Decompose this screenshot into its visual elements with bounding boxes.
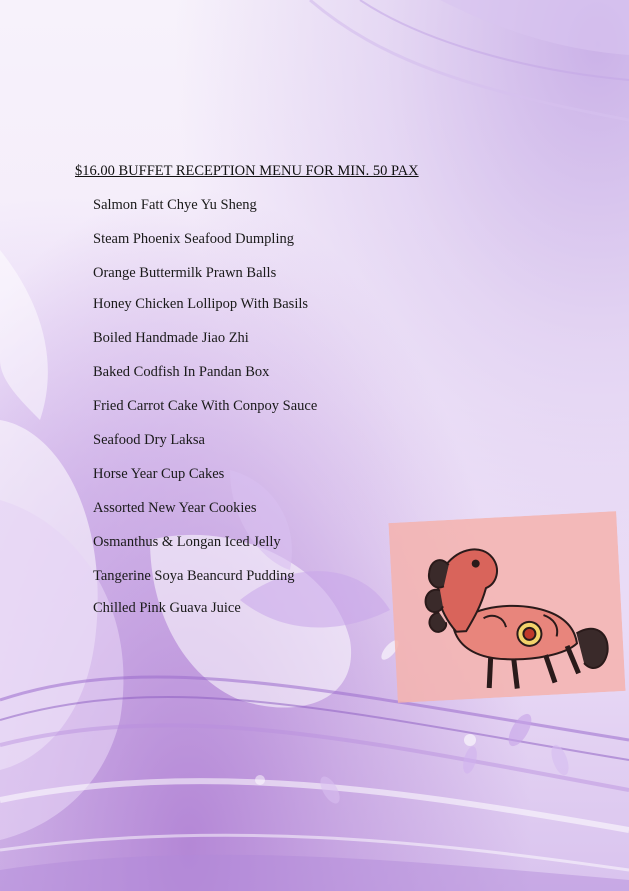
menu-item: Baked Codfish In Pandan Box — [93, 364, 270, 380]
menu-item: Chilled Pink Guava Juice — [93, 600, 241, 616]
menu-item: Orange Buttermilk Prawn Balls — [93, 265, 277, 281]
menu-item: Osmanthus & Longan Iced Jelly — [93, 534, 281, 550]
menu-item: Fried Carrot Cake With Conpoy Sauce — [93, 398, 318, 414]
horse-illustration — [388, 511, 625, 703]
menu-item: Seafood Dry Laksa — [93, 432, 205, 448]
menu-item: Horse Year Cup Cakes — [93, 466, 225, 482]
menu-item: Salmon Fatt Chye Yu Sheng — [93, 197, 257, 213]
menu-item: Honey Chicken Lollipop With Basils — [93, 296, 309, 312]
menu-item: Assorted New Year Cookies — [93, 500, 257, 516]
menu-item: Steam Phoenix Seafood Dumpling — [93, 231, 294, 247]
menu-item: Boiled Handmade Jiao Zhi — [93, 330, 249, 346]
menu-item: Tangerine Soya Beancurd Pudding — [93, 568, 295, 584]
menu-title: $16.00 BUFFET RECEPTION MENU FOR MIN. 50 PAX — [75, 163, 419, 179]
